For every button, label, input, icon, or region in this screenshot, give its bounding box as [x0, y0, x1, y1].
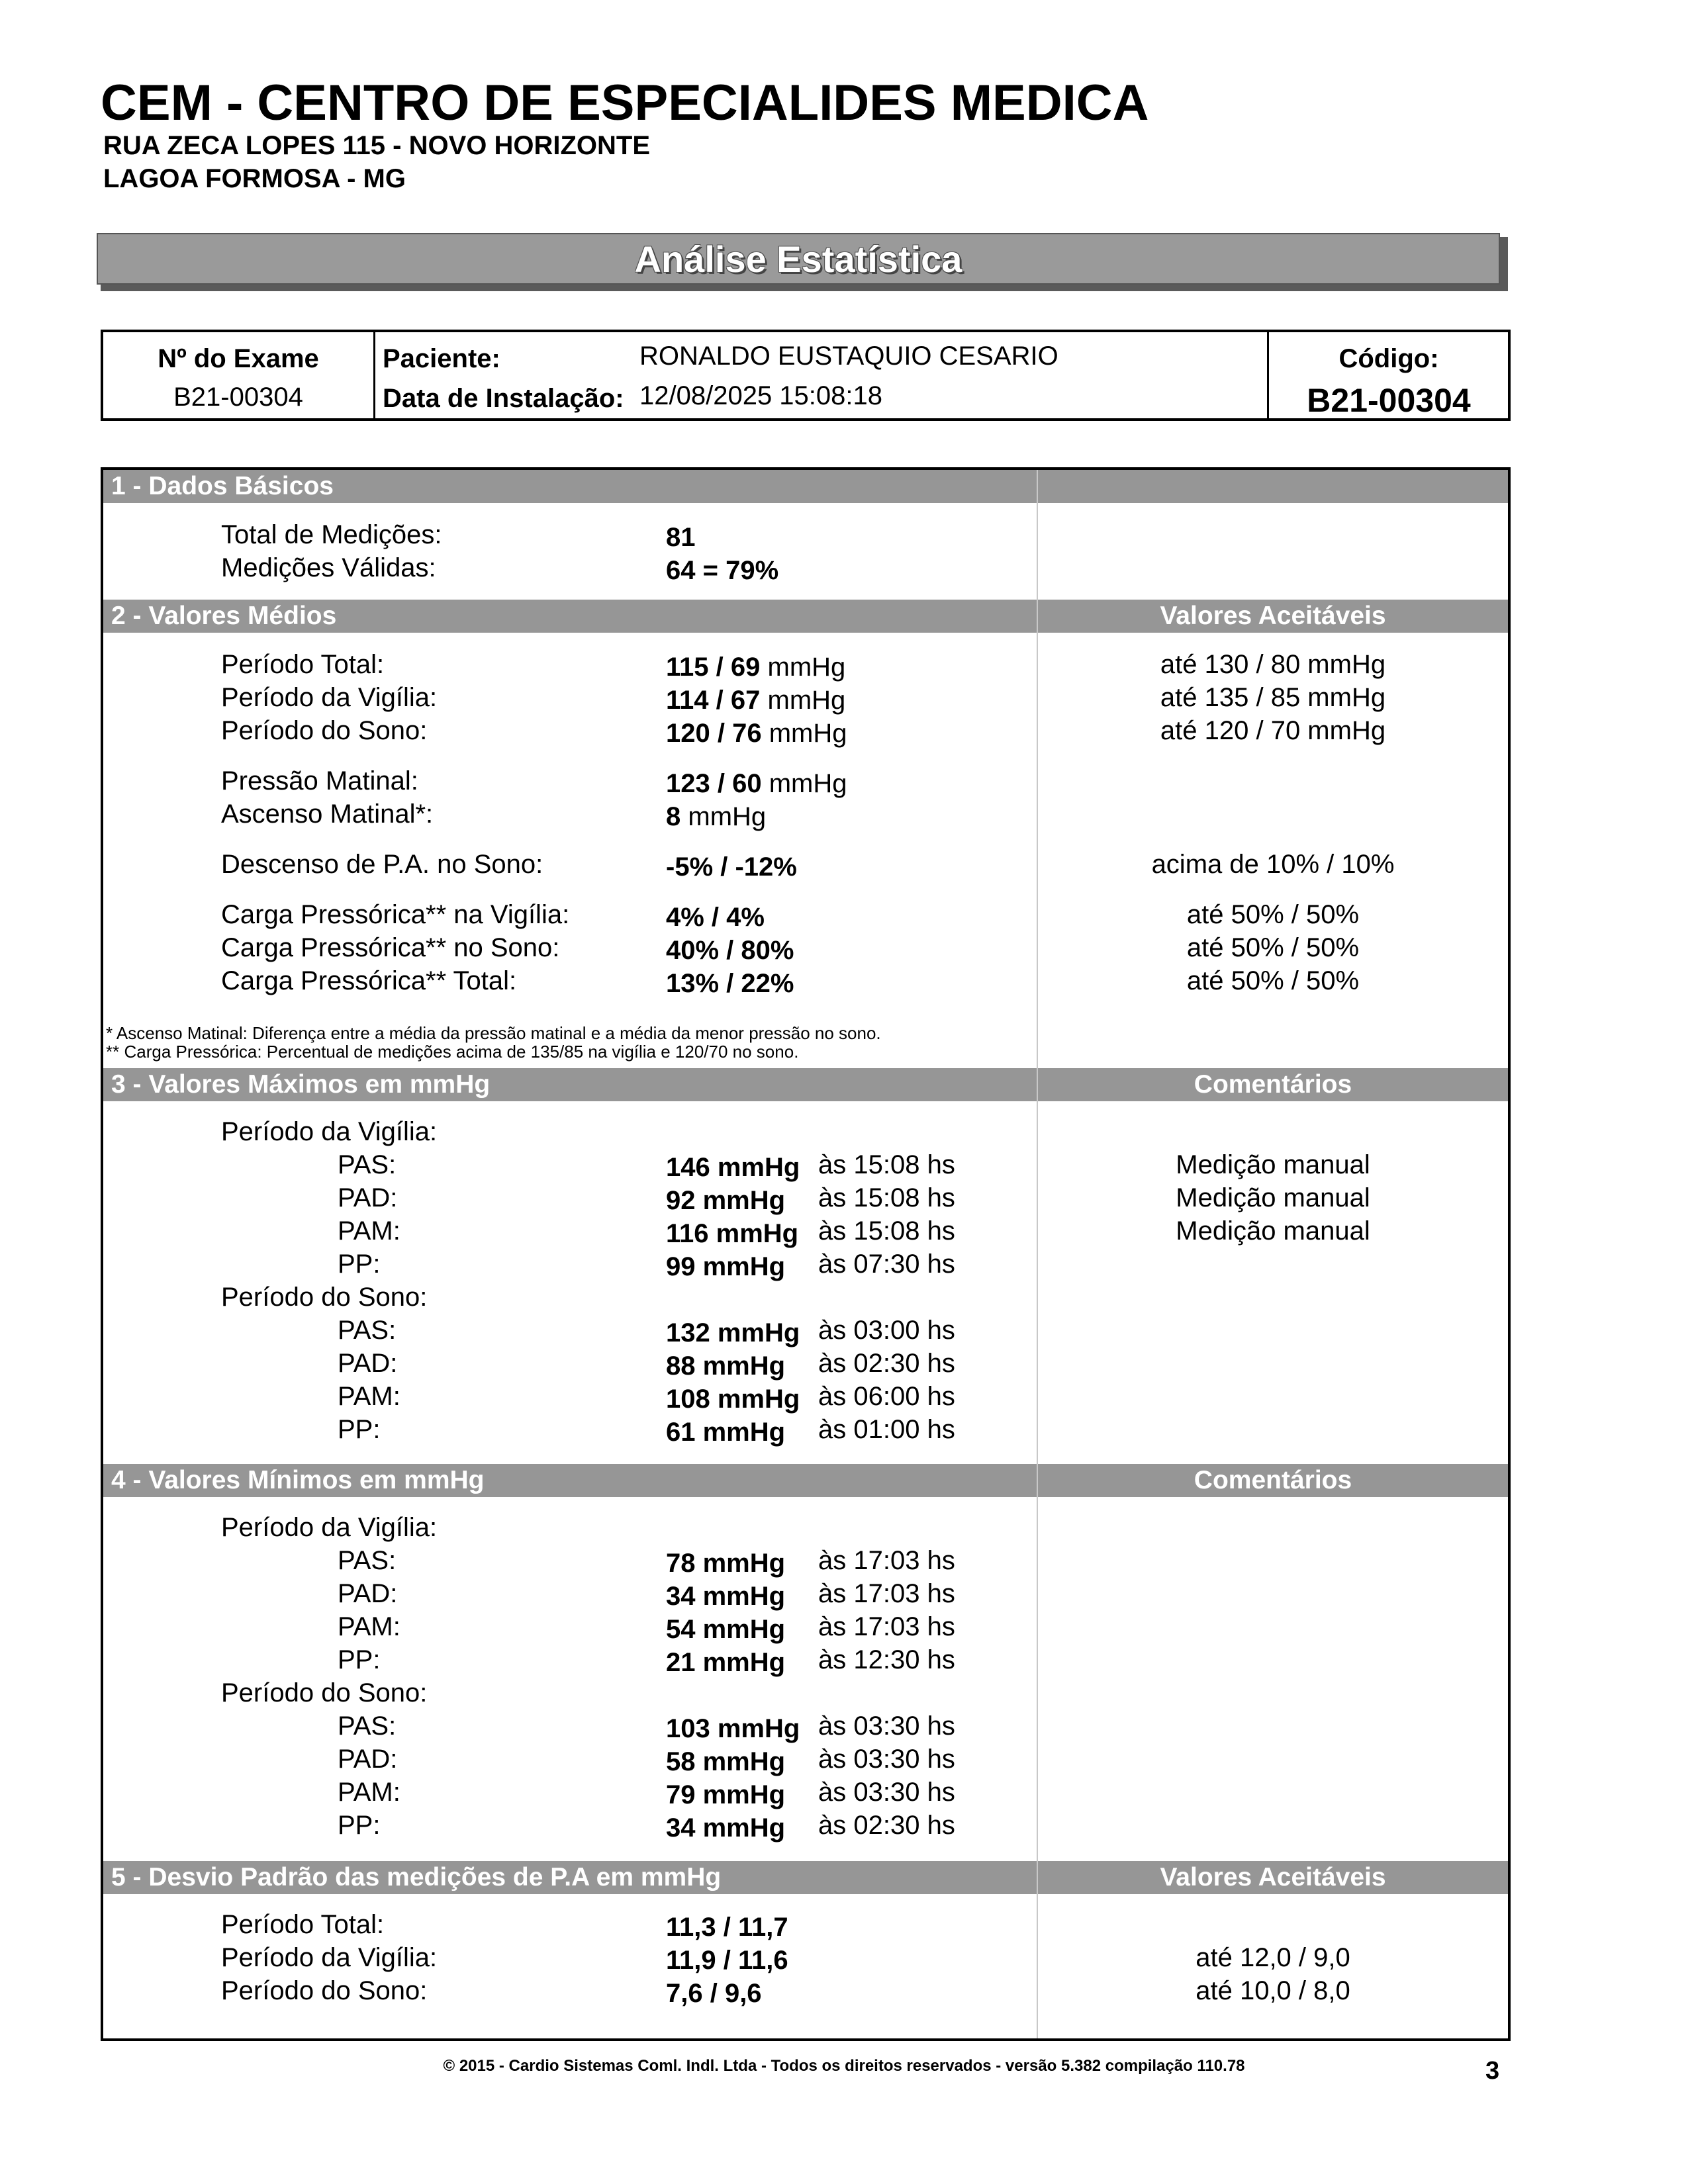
max-vig-pp-label: PP: [338, 1250, 381, 1279]
max-vig-pp-time: às 07:30 hs [818, 1250, 955, 1279]
medicoes-validas-value: 64 = 79% [666, 556, 779, 585]
section-3-title: 3 - Valores Máximos em mmHg [111, 1070, 491, 1099]
max-sono-pad-time: às 02:30 hs [818, 1349, 955, 1378]
min-sono-pad-label: PAD: [338, 1745, 398, 1774]
pressao-matinal-label: Pressão Matinal: [221, 766, 418, 796]
min-sono-row [103, 1811, 1508, 1844]
min-vigilia-row [103, 1546, 1508, 1579]
section-4-header [103, 1464, 1508, 1497]
min-vig-pas-value: 78 mmHg [666, 1549, 786, 1578]
max-vigilia-row [103, 1216, 1508, 1250]
max-vig-pas-comment: Medição manual [1176, 1150, 1370, 1179]
max-sono-row [103, 1415, 1508, 1448]
desvio-sono-acceptable: até 10,0 / 8,0 [1196, 1976, 1350, 2005]
footnote-ascenso: * Ascenso Matinal: Diferença entre a média da pressão matinal e a média da menor pressão no sono. [106, 1023, 881, 1043]
descenso-label: Descenso de P.A. no Sono: [221, 850, 543, 879]
max-sono-row [103, 1316, 1508, 1349]
copyright-footer: © 2015 - Cardio Sistemas Coml. Indl. Ltda - Todos os direitos reservados - versão 5.382 compilação 110.78 [443, 2057, 1245, 2075]
row-desvio-vigilia [103, 1943, 1508, 1976]
section-4-right-title: Comentários [1194, 1466, 1352, 1494]
unit-label: mmHg [769, 719, 847, 748]
section-5-title: 5 - Desvio Padrão das medições de P.A em mmHg [111, 1863, 722, 1891]
max-vig-pp-value: 99 mmHg [666, 1252, 786, 1281]
min-vig-pam-label: PAM: [338, 1612, 400, 1641]
min-sono-pp-label: PP: [338, 1811, 381, 1840]
row-periodo-total [103, 650, 1508, 683]
clinic-name: CEM - CENTRO DE ESPECIALIDES MEDICA [101, 75, 1149, 131]
descenso-acceptable: acima de 10% / 10% [1151, 850, 1395, 879]
max-sono-pas-time: às 03:00 hs [818, 1316, 955, 1345]
exam-number-label: Nº do Exame [158, 344, 319, 373]
max-sono-pam-time: às 06:00 hs [818, 1382, 955, 1411]
min-sono-pam-time: às 03:30 hs [818, 1778, 955, 1807]
max-vig-pas-value: 146 mmHg [666, 1153, 800, 1182]
desvio-vigilia-value: 11,9 / 11,6 [666, 1946, 788, 1975]
carga-total-value: 13% / 22% [666, 969, 794, 998]
max-sono-heading [103, 1283, 1508, 1316]
carga-sono-label: Carga Pressórica** no Sono: [221, 933, 560, 962]
min-sono-pad-value: 58 mmHg [666, 1747, 786, 1776]
min-vig-pam-value: 54 mmHg [666, 1615, 786, 1644]
row-medicoes-validas [103, 553, 1508, 586]
min-vigilia-heading [103, 1513, 1508, 1546]
periodo-vigilia-value: 114 / 67 [666, 686, 761, 715]
section-2-header [103, 600, 1508, 633]
section-banner [97, 233, 1500, 285]
max-sono-row [103, 1382, 1508, 1415]
row-ascenso-matinal [103, 799, 1508, 833]
code-label: Código: [1338, 344, 1439, 373]
max-vig-pad-label: PAD: [338, 1183, 398, 1212]
section-3-right-title: Comentários [1194, 1070, 1352, 1099]
pressao-matinal-value: 123 / 60 [666, 769, 762, 798]
min-sono-pam-value: 79 mmHg [666, 1780, 786, 1809]
exam-number-value: B21-00304 [173, 383, 303, 412]
unit-label: mmHg [688, 802, 767, 831]
max-sono-pad-label: PAD: [338, 1349, 398, 1378]
min-sono-pp-time: às 02:30 hs [818, 1811, 955, 1840]
row-descenso [103, 850, 1508, 883]
section-3-header [103, 1068, 1508, 1101]
min-sono-title: Período do Sono: [221, 1678, 428, 1707]
min-sono-pad-time: às 03:30 hs [818, 1745, 955, 1774]
periodo-total-value: 115 / 69 [666, 653, 761, 682]
max-sono-pas-value: 132 mmHg [666, 1318, 800, 1347]
min-sono-row [103, 1778, 1508, 1811]
section-2-title: 2 - Valores Médios [111, 602, 337, 630]
min-vig-pas-label: PAS: [338, 1546, 397, 1575]
periodo-sono-label: Período do Sono: [221, 716, 428, 745]
max-sono-pam-value: 108 mmHg [666, 1385, 800, 1414]
max-vigilia-row [103, 1250, 1508, 1283]
clinic-address: RUA ZECA LOPES 115 - NOVO HORIZONTE [103, 131, 651, 160]
desvio-sono-label: Período do Sono: [221, 1976, 428, 2005]
min-vig-pad-time: às 17:03 hs [818, 1579, 955, 1608]
section-1-title: 1 - Dados Básicos [111, 472, 334, 500]
section-2-right-title: Valores Aceitáveis [1160, 602, 1386, 630]
min-vigilia-title: Período da Vigília: [221, 1513, 438, 1542]
max-sono-pp-value: 61 mmHg [666, 1418, 786, 1447]
row-pressao-matinal [103, 766, 1508, 799]
banner-title: Análise Estatística [634, 238, 962, 280]
periodo-sono-acceptable: até 120 / 70 mmHg [1160, 716, 1386, 745]
page-number: 3 [1485, 2057, 1500, 2085]
max-vigilia-row [103, 1183, 1508, 1216]
unit-label: mmHg [767, 653, 846, 682]
max-vigilia-heading [103, 1117, 1508, 1150]
row-carga-total [103, 966, 1508, 999]
row-periodo-vigilia [103, 683, 1508, 716]
max-vigilia-row [103, 1150, 1508, 1183]
max-vigilia-title: Período da Vigília: [221, 1117, 438, 1146]
min-sono-pam-label: PAM: [338, 1778, 400, 1807]
max-vig-pas-time: às 15:08 hs [818, 1150, 955, 1179]
carga-vigilia-value: 4% / 4% [666, 903, 765, 932]
exam-id-box [101, 330, 1511, 421]
max-vig-pam-value: 116 mmHg [666, 1219, 799, 1248]
code-value: B21-00304 [1307, 382, 1471, 419]
section-5-right-title: Valores Aceitáveis [1160, 1863, 1386, 1891]
periodo-total-label: Período Total: [221, 650, 385, 679]
min-sono-row [103, 1745, 1508, 1778]
unit-label: mmHg [767, 686, 846, 715]
min-vig-pad-value: 34 mmHg [666, 1582, 786, 1611]
carga-sono-value: 40% / 80% [666, 936, 794, 965]
max-sono-pad-value: 88 mmHg [666, 1351, 786, 1381]
periodo-sono-value: 120 / 76 [666, 719, 762, 748]
row-carga-vigilia [103, 900, 1508, 933]
footnote-carga: ** Carga Pressórica: Percentual de medições acima de 135/85 na vigília e 120/70 no sono. [106, 1042, 799, 1062]
row-total-medicoes [103, 520, 1508, 553]
desvio-vigilia-acceptable: até 12,0 / 9,0 [1196, 1943, 1350, 1972]
min-sono-heading [103, 1678, 1508, 1711]
min-sono-pas-time: às 03:30 hs [818, 1711, 955, 1741]
periodo-vigilia-label: Período da Vigília: [221, 683, 438, 712]
min-sono-pp-value: 34 mmHg [666, 1813, 786, 1843]
carga-sono-acceptable: até 50% / 50% [1186, 933, 1360, 962]
total-medicoes-value: 81 [666, 523, 696, 552]
min-vigilia-row [103, 1579, 1508, 1612]
min-vig-pas-time: às 17:03 hs [818, 1546, 955, 1575]
desvio-sono-value: 7,6 / 9,6 [666, 1979, 762, 2008]
max-sono-pp-time: às 01:00 hs [818, 1415, 955, 1444]
row-periodo-sono [103, 716, 1508, 749]
periodo-total-acceptable: até 130 / 80 mmHg [1160, 650, 1386, 679]
max-sono-pas-label: PAS: [338, 1316, 397, 1345]
max-vig-pam-label: PAM: [338, 1216, 400, 1246]
max-sono-title: Período do Sono: [221, 1283, 428, 1312]
section-1-header [103, 470, 1508, 503]
ascenso-matinal-label: Ascenso Matinal*: [221, 799, 434, 829]
carga-total-label: Carga Pressórica** Total: [221, 966, 517, 995]
max-sono-pam-label: PAM: [338, 1382, 400, 1411]
carga-vigilia-label: Carga Pressórica** na Vigília: [221, 900, 570, 929]
max-vig-pad-time: às 15:08 hs [818, 1183, 955, 1212]
max-vig-pam-comment: Medição manual [1176, 1216, 1370, 1246]
max-vig-pam-time: às 15:08 hs [818, 1216, 955, 1246]
install-date-value: 12/08/2025 15:08:18 [639, 381, 883, 410]
min-sono-row [103, 1711, 1508, 1745]
medicoes-validas-label: Medições Válidas: [221, 553, 436, 582]
min-vig-pp-label: PP: [338, 1645, 381, 1674]
total-medicoes-label: Total de Medições: [221, 520, 442, 549]
statistics-table [101, 467, 1511, 2041]
unit-label: mmHg [769, 769, 847, 798]
install-date-label: Data de Instalação: [383, 384, 624, 413]
desvio-vigilia-label: Período da Vigília: [221, 1943, 438, 1972]
min-vigilia-row [103, 1612, 1508, 1645]
row-desvio-sono [103, 1976, 1508, 2009]
desvio-total-label: Período Total: [221, 1910, 385, 1939]
section-5-header [103, 1861, 1508, 1894]
clinic-city: LAGOA FORMOSA - MG [103, 164, 406, 193]
row-carga-sono [103, 933, 1508, 966]
min-vig-pp-time: às 12:30 hs [818, 1645, 955, 1674]
patient-name: RONALDO EUSTAQUIO CESARIO [639, 341, 1058, 371]
min-vig-pad-label: PAD: [338, 1579, 398, 1608]
min-sono-pas-value: 103 mmHg [666, 1714, 800, 1743]
max-vig-pad-value: 92 mmHg [666, 1186, 786, 1215]
ascenso-matinal-value: 8 [666, 802, 681, 831]
min-sono-pas-label: PAS: [338, 1711, 397, 1741]
patient-label: Paciente: [383, 344, 500, 373]
min-vig-pam-time: às 17:03 hs [818, 1612, 955, 1641]
section-4-title: 4 - Valores Mínimos em mmHg [111, 1466, 485, 1494]
carga-total-acceptable: até 50% / 50% [1186, 966, 1360, 995]
row-desvio-total [103, 1910, 1508, 1943]
descenso-value: -5% / -12% [666, 852, 797, 882]
periodo-vigilia-acceptable: até 135 / 85 mmHg [1160, 683, 1386, 712]
min-vigilia-row [103, 1645, 1508, 1678]
max-vig-pas-label: PAS: [338, 1150, 397, 1179]
max-sono-pp-label: PP: [338, 1415, 381, 1444]
max-vig-pad-comment: Medição manual [1176, 1183, 1370, 1212]
max-sono-row [103, 1349, 1508, 1382]
min-vig-pp-value: 21 mmHg [666, 1648, 786, 1677]
carga-vigilia-acceptable: até 50% / 50% [1186, 900, 1360, 929]
desvio-total-value: 11,3 / 11,7 [666, 1913, 788, 1942]
